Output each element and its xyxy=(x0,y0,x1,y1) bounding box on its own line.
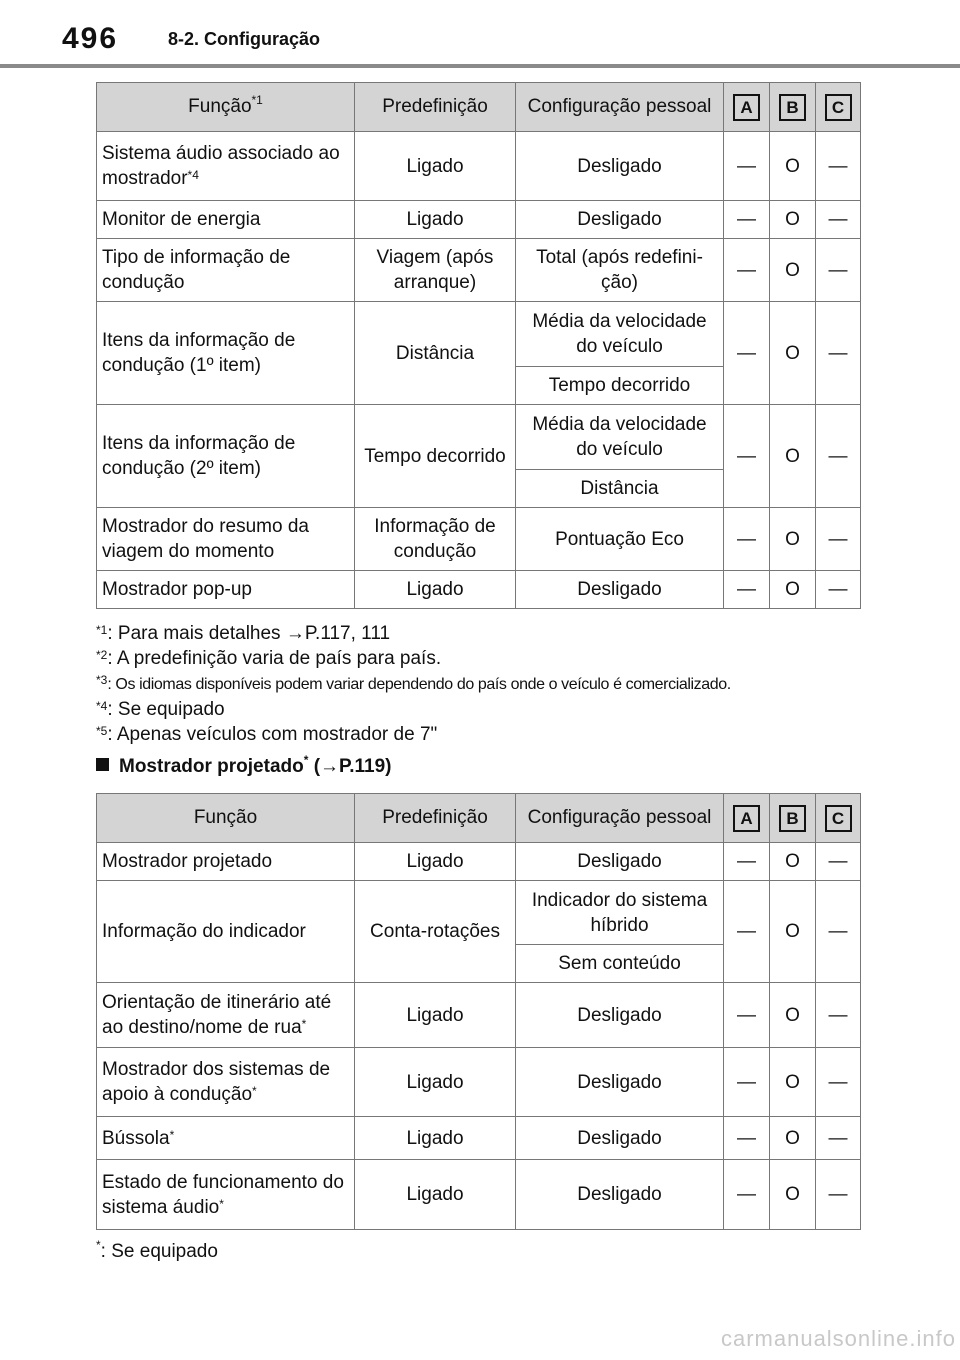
cell-personal: Desligado xyxy=(516,201,724,239)
cell-default: Ligado xyxy=(355,1048,516,1117)
cell-default: Distância xyxy=(355,302,516,405)
cell-c: — xyxy=(816,881,861,983)
cell-personal: Total (após redefini-ção) xyxy=(516,239,724,302)
cell-b: O xyxy=(770,881,816,983)
table-row xyxy=(97,1048,861,1117)
table-row xyxy=(97,405,861,470)
cell-a: — xyxy=(724,1117,770,1160)
cell-b: O xyxy=(770,571,816,609)
cell-default: Ligado xyxy=(355,1160,516,1230)
cell-function: Orientação de itinerário até ao destino/nome de rua* xyxy=(97,983,355,1048)
settings-table-1 xyxy=(96,82,861,609)
col-header-default: Predefinição xyxy=(355,83,516,132)
col-header-personal: Configuração pessoal xyxy=(516,83,724,132)
cell-personal: Desligado xyxy=(516,132,724,201)
cell-default: Ligado xyxy=(355,571,516,609)
cell-b: O xyxy=(770,239,816,302)
cell-personal-option-1: Média da velocidade do veículo xyxy=(516,302,724,367)
cell-a: — xyxy=(724,881,770,983)
cell-c: — xyxy=(816,1048,861,1117)
cell-b: O xyxy=(770,983,816,1048)
cell-personal: Pontuação Eco xyxy=(516,508,724,571)
col-header-a: A xyxy=(724,794,770,843)
cell-c: — xyxy=(816,1117,861,1160)
cell-default: Viagem (após arranque) xyxy=(355,239,516,302)
col-header-personal: Configuração pessoal xyxy=(516,794,724,843)
cell-function: Monitor de energia xyxy=(97,201,355,239)
col-header-c: C xyxy=(816,794,861,843)
cell-b: O xyxy=(770,1117,816,1160)
cell-personal: Desligado xyxy=(516,571,724,609)
cell-a: — xyxy=(724,571,770,609)
cell-a: — xyxy=(724,201,770,239)
section-title: 8-2. Configuração xyxy=(168,29,321,49)
cell-function: Mostrador do resumo da viagem do momento xyxy=(97,508,355,571)
cell-personal-option-1: Indicador do sistema híbrido xyxy=(516,881,724,945)
cell-personal-option-2: Tempo decorrido xyxy=(516,367,724,405)
watermark: carmanualsonline.info xyxy=(720,1326,956,1351)
cell-c: — xyxy=(816,843,861,881)
cell-function: Itens da informação de condução (2º item) xyxy=(97,405,355,508)
table-row xyxy=(97,843,861,881)
cell-c: — xyxy=(816,508,861,571)
cell-default: Ligado xyxy=(355,1117,516,1160)
cell-default: Ligado xyxy=(355,132,516,201)
cell-default: Conta-rotações xyxy=(355,881,516,983)
cell-default: Tempo decorrido xyxy=(355,405,516,508)
cell-c: — xyxy=(816,132,861,201)
cell-b: O xyxy=(770,132,816,201)
cell-function: Itens da informação de condução (1º item) xyxy=(97,302,355,405)
table-row xyxy=(97,983,861,1048)
cell-function: Bússola* xyxy=(97,1117,355,1160)
col-header-function: Função$^{*1}$ xyxy=(97,83,355,132)
cell-personal-option-2: Sem conteúdo xyxy=(516,945,724,983)
cell-default: Ligado xyxy=(355,843,516,881)
cell-c: — xyxy=(816,302,861,405)
col-header-a: A xyxy=(724,83,770,132)
cell-personal: Desligado xyxy=(516,843,724,881)
cell-default: Ligado xyxy=(355,983,516,1048)
col-header-function: Função xyxy=(97,794,355,843)
cell-a: — xyxy=(724,983,770,1048)
cell-a: — xyxy=(724,132,770,201)
cell-function: Sistema áudio associado ao mostrador$^{*4}$ xyxy=(97,132,355,201)
footnote-3: $^{*3}$: Os idiomas disponíveis podem variar dependendo do país onde o veículo é comercializado. xyxy=(96,673,731,693)
col-header-b: B xyxy=(770,794,816,843)
cell-function: Tipo de informação de condução xyxy=(97,239,355,302)
table-header-row xyxy=(97,794,861,843)
cell-a: — xyxy=(724,508,770,571)
footnote-1: $^{*1}$: Para mais detalhes →P.117, 111 xyxy=(96,623,391,644)
settings-table-2 xyxy=(96,793,861,1230)
cell-b: O xyxy=(770,201,816,239)
table-row xyxy=(97,132,861,201)
cell-a: — xyxy=(724,405,770,508)
col-header-c: C xyxy=(816,83,861,132)
table-row xyxy=(97,571,861,609)
cell-function: Estado de funcionamento do sistema áudio* xyxy=(97,1160,355,1230)
cell-a: — xyxy=(724,1160,770,1230)
cell-personal: Desligado xyxy=(516,1160,724,1230)
cell-c: — xyxy=(816,405,861,508)
cell-b: O xyxy=(770,405,816,508)
table-row xyxy=(97,1160,861,1230)
cell-a: — xyxy=(724,843,770,881)
cell-c: — xyxy=(816,983,861,1048)
cell-function: Mostrador projetado xyxy=(97,843,355,881)
cell-a: — xyxy=(724,302,770,405)
cell-personal: Desligado xyxy=(516,983,724,1048)
table-row xyxy=(97,1117,861,1160)
cell-personal-option-2: Distância xyxy=(516,470,724,508)
cell-a: — xyxy=(724,1048,770,1117)
cell-c: — xyxy=(816,201,861,239)
cell-personal-option-1: Média da velocidade do veículo xyxy=(516,405,724,470)
table-row xyxy=(97,201,861,239)
cell-default: Informação de condução xyxy=(355,508,516,571)
cell-b: O xyxy=(770,302,816,405)
cell-function: Informação do indicador xyxy=(97,881,355,983)
cell-b: O xyxy=(770,1048,816,1117)
cell-b: O xyxy=(770,1160,816,1230)
col-header-default: Predefinição xyxy=(355,794,516,843)
footnote-4: $^{*4}$: Se equipado xyxy=(96,699,225,720)
footnote-equipped: *: Se equipado xyxy=(96,1238,218,1262)
cell-function: Mostrador pop-up xyxy=(97,571,355,609)
cell-function: Mostrador dos sistemas de apoio à condução* xyxy=(97,1048,355,1117)
cell-c: — xyxy=(816,239,861,302)
square-bullet-icon xyxy=(96,758,109,771)
cell-b: O xyxy=(770,508,816,571)
table-row xyxy=(97,302,861,367)
col-header-b: B xyxy=(770,83,816,132)
cell-personal: Desligado xyxy=(516,1117,724,1160)
cell-b: O xyxy=(770,843,816,881)
cell-c: — xyxy=(816,1160,861,1230)
table-header-row xyxy=(97,83,861,132)
footnotes xyxy=(96,621,731,747)
cell-a: — xyxy=(724,239,770,302)
subsection-heading: Mostrador projetado* (→P.119) xyxy=(96,756,392,778)
footnote-2: $^{*2}$: A predefinição varia de país para país. xyxy=(96,648,442,669)
table-row xyxy=(97,881,861,945)
cell-personal: Desligado xyxy=(516,1048,724,1117)
table-row xyxy=(97,508,861,571)
table-row xyxy=(97,239,861,302)
cell-default: Ligado xyxy=(355,201,516,239)
header-divider xyxy=(0,64,960,68)
cell-c: — xyxy=(816,571,861,609)
footnote-5: $^{*5}$: Apenas veículos com mostrador de 7" xyxy=(96,724,438,745)
page-number: 496 xyxy=(62,22,119,55)
